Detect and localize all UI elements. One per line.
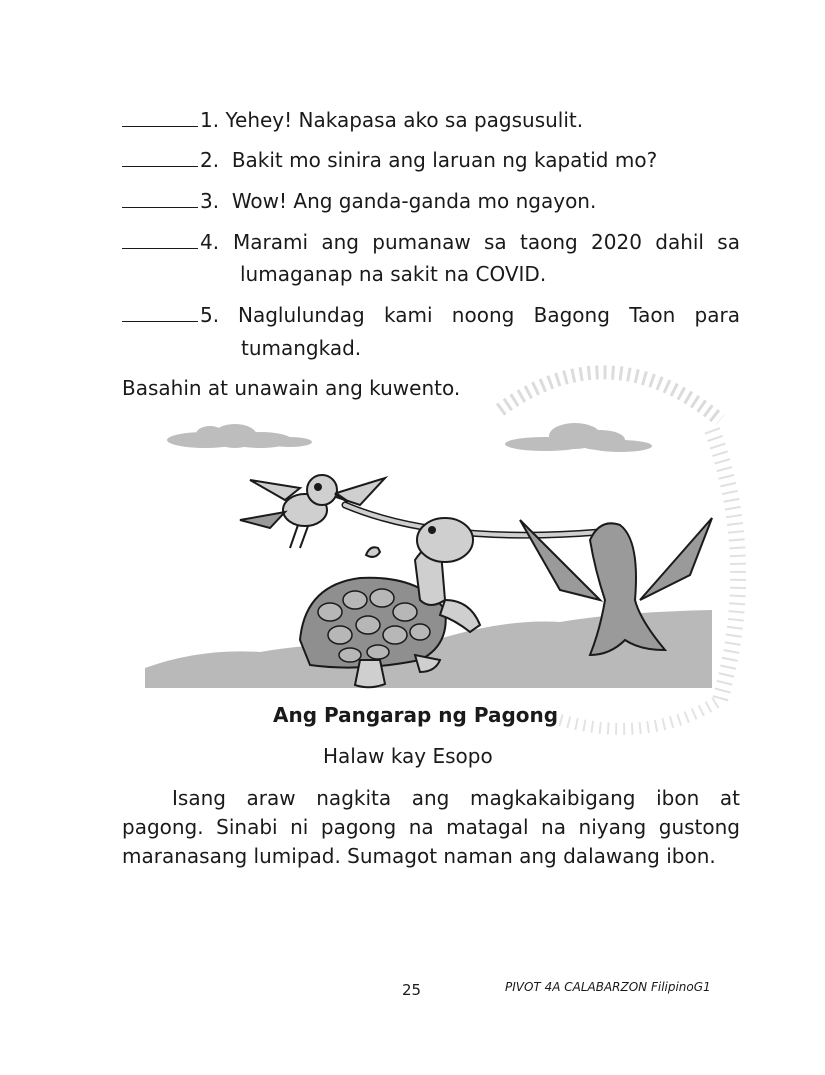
- page-number: 25: [402, 981, 422, 999]
- item-text: Wow! Ang ganda-ganda mo ngayon.: [231, 189, 597, 213]
- item-text: Yehey! Nakapasa ako sa pagsusulit.: [225, 108, 584, 132]
- cloud-right: [505, 423, 652, 452]
- story-source: Halaw kay Esopo: [323, 744, 493, 768]
- item-number: 3.: [200, 189, 220, 213]
- cloud-left: [167, 424, 312, 448]
- item-4-text-line1: Marami ang pumanaw sa taong 2020 dahil sa: [233, 230, 740, 254]
- item-number: 4.: [200, 230, 220, 254]
- item-4-text-line2: lumaganap na sakit na COVID.: [240, 262, 547, 286]
- item-number: 1.: [200, 108, 220, 132]
- series-label: PIVOT 4A CALABARZON FilipinoG1: [505, 980, 711, 994]
- item-5-text-line1: Naglulundag kami noong Bagong Taon para: [238, 303, 740, 327]
- instruction: Basahin at unawain ang kuwento.: [122, 376, 461, 400]
- item-5-text-line2: tumangkad.: [241, 336, 362, 360]
- item-text: Bakit mo sinira ang laruan ng kapatid mo?: [231, 148, 658, 172]
- item-number: 5.: [200, 303, 220, 327]
- item-number: 2.: [200, 148, 220, 172]
- story-title: Ang Pangarap ng Pagong: [273, 703, 559, 727]
- story-paragraph: Isang araw nagkita ang magkakaibigang ibon at pagong. Sinabi ni pagong na matagal na niyang gustong maranasang lumipad. Sumagot naman ang dalawang ibon.: [122, 786, 740, 868]
